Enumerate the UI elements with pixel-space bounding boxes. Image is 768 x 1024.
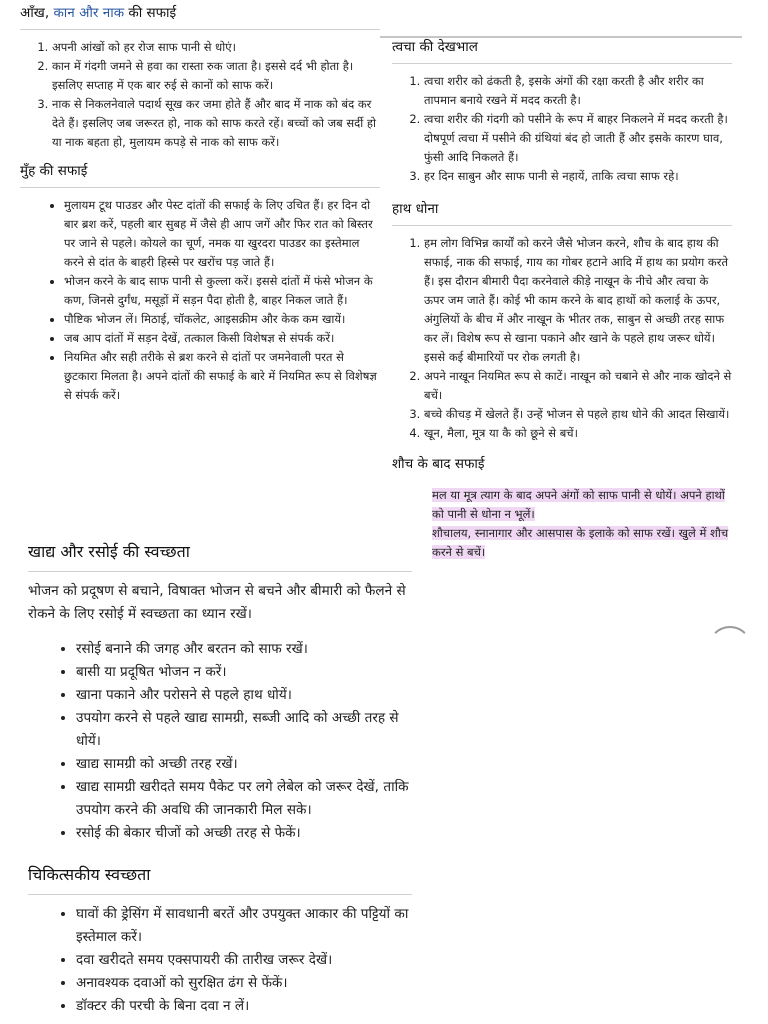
toilet-section-title: शौच के बाद सफाई — [392, 456, 485, 472]
list-item: 3. हर दिन साबुन और साफ पानी से नहायें, ताकि त्वचा साफ रहे। — [424, 167, 732, 186]
toilet-text — [432, 486, 732, 562]
list-item: • डॉक्टर की परची के बिना दवा न लें। — [76, 995, 412, 1018]
hands-section-title: हाथ धोना — [392, 200, 732, 226]
list-item: 2. त्वचा शरीर की गंदगी को पसीने के रूप में बाहर निकलने में मदद करती है। दोषपूर्ण त्वचा में पसीने की ग्रंथियां बंद हो जाती हैं और इसके कारण घाव, फुंसी आदि निकलते हैं। — [424, 110, 732, 167]
skin-section — [392, 38, 732, 186]
list-item: • उपयोग करने से पहले खाद्य सामग्री, सब्जी आदि को अच्छी तरह से धोयें। — [76, 707, 412, 753]
ear-list — [20, 38, 380, 152]
highlighted-text: शौचालय, स्नानागार और आसपास के इलाके को साफ रखें। खुले में शौच करने से बचें। — [432, 526, 729, 559]
list-item: • घावों की ड्रेसिंग में सावधानी बरतें और उपयुक्त आकार की पट्टियों का इस्तेमाल करें। — [76, 903, 412, 949]
kitchen-section — [28, 540, 412, 845]
skin-list — [392, 72, 732, 186]
list-item: 2. कान में गंदगी जमने से हवा का रास्ता रुक जाता है। इससे दर्द भी होता है। इसलिए सप्ताह में एक बार रुई से कानों को साफ करें। — [52, 57, 380, 95]
list-item: • खाना पकाने और परोसने से पहले हाथ धोयें। — [76, 684, 412, 707]
list-item: • रसोई बनाने की जगह और बरतन को साफ रखें। — [76, 638, 412, 661]
list-item: • खाद्य सामग्री खरीदते समय पैकेट पर लगे लेबेल को जरूर देखें, ताकि उपयोग करने की अवधि की जानकारी मिल सके। — [76, 776, 412, 822]
medical-list — [28, 903, 412, 1018]
mouth-section-title: मुँह की सफाई — [20, 162, 380, 188]
list-item: 1. हम लोग विभिन्न कार्यों को करने जैसे भोजन करने, शौच के बाद हाथ की सफाई, नाक की सफाई, गाय का गोबर हटाने आदि में हाथ का प्रयोग करते हैं। इस दौरान बीमारी पैदा करनेवाले कीड़े नाखून के नीचे और त्वचा के ऊपर जम जाते हैं। कोई भी काम करने के बाद हाथों को कलाई के ऊपर, अंगुलियों के बीच में और नाखून के भीतर तक, साबुन से अच्छी तरह साफ कर लें। विशेष रूप से खाना पकाने और खाने के पहले हाथ जरूर धोयें। इससे कई बीमारियों पर रोक लगती है। — [424, 234, 732, 367]
list-item: • मुलायम टूथ पाउडर और पेस्ट दांतों की सफाई के लिए उचित हैं। हर दिन दो बार ब्रश करें, पहली बार सुबह में जैसे ही आप जगें और फिर रात को बिस्तर पर जाने से पहले। कोयले का चूर्ण, नमक या खुरदरा पाउडर का इस्तेमाल करने से दांत के बाहरी हिस्से पर खरोंच पड़ जाते हैं। — [64, 196, 380, 272]
hands-list — [392, 234, 732, 443]
list-item: • भोजन करने के बाद साफ पानी से कुल्ला करें। इससे दांतों में फंसे भोजन के कण, जिनसे दुर्गंध, मसूड़ों में सड़न पैदा होती है, बाहर निकल जाते हैं। — [64, 272, 380, 310]
list-item: • बासी या प्रदूषित भोजन न करें। — [76, 661, 412, 684]
list-item: • पौष्टिक भोजन लें। मिठाई, चॉकलेट, आइसक्रीम और केक कम खायें। — [64, 310, 380, 329]
partial-circle-decoration — [708, 626, 752, 670]
kitchen-section-title: खाद्य और रसोई की स्वच्छता — [28, 540, 412, 572]
ear-nose-link[interactable]: कान और नाक — [53, 5, 125, 21]
mouth-section — [20, 162, 380, 405]
left-bottom-panel — [28, 540, 412, 1020]
list-item: 1. त्वचा शरीर को ढंकती है, इसके अंगों की रक्षा करती है और शरीर का तापमान बनाये रखने में मदद करती है। — [424, 72, 732, 110]
medical-section-title: चिकित्सकीय स्वच्छता — [28, 863, 412, 895]
ear-section-title: आँख, कान और नाक की सफाई — [20, 4, 380, 30]
skin-section-title: त्वचा की देखभाल — [392, 38, 732, 64]
right-panel — [392, 38, 732, 620]
medical-section — [28, 863, 412, 1018]
list-item: 2. अपने नाखून नियमित रूप से काटें। नाखून को चबाने से और नाक खोदने से बचें। — [424, 367, 732, 405]
toilet-section — [392, 455, 732, 562]
highlighted-text: मल या मूत्र त्याग के बाद अपने अंगों को साफ पानी से धोयें। अपने हाथों को पानी से धोना न भूलें। — [432, 488, 725, 521]
list-item: 4. खून, मैला, मूत्र या कै को छूने से बचें। — [424, 424, 732, 443]
list-item: • नियमित और सही तरीके से ब्रश करने से दांतों पर जमनेवाली परत से छुटकारा मिलता है। अपने दांतों की सफाई के बारे में नियमित रूप से विशेषज्ञ से संपर्क करें। — [64, 348, 380, 405]
list-item: • दवा खरीदते समय एक्सपायरी की तारीख जरूर देखें। — [76, 949, 412, 972]
list-item: • रसोई की बेकार चीजों को अच्छी तरह से फेकें। — [76, 822, 412, 845]
list-item: • अनावश्यक दवाओं को सुरक्षित ढंग से फेंकें। — [76, 972, 412, 995]
kitchen-intro: भोजन को प्रदूषण से बचाने, विषाक्त भोजन से बचने और बीमारी को फैलने से रोकने के लिए रसोई में स्वच्छता का ध्यान रखें। — [28, 583, 406, 622]
left-top-panel — [20, 0, 380, 530]
hands-section — [392, 200, 732, 443]
list-item: 1. अपनी आंखों को हर रोज साफ पानी से धोएं। — [52, 38, 380, 57]
list-item: • खाद्य सामग्री को अच्छी तरह रखें। — [76, 753, 412, 776]
mouth-list — [20, 196, 380, 405]
kitchen-list — [28, 638, 412, 845]
list-item: 3. बच्चे कीचड़ में खेलते हैं। उन्हें भोजन से पहले हाथ धोने की आदत सिखायें। — [424, 405, 732, 424]
list-item: • जब आप दांतों में सड़न देखें, तत्काल किसी विशेषज्ञ से संपर्क करें। — [64, 329, 380, 348]
list-item: 3. नाक से निकलनेवाले पदार्थ सूख कर जमा होते हैं और बाद में नाक को बंद कर देते हैं। इसलिए जब जरूरत हो, नाक को साफ करते रहें। बच्चों को जब सर्दी हो या नाक बहता हो, मुलायम कपड़े से नाक को साफ करें। — [52, 95, 380, 152]
ear-section — [20, 0, 380, 152]
